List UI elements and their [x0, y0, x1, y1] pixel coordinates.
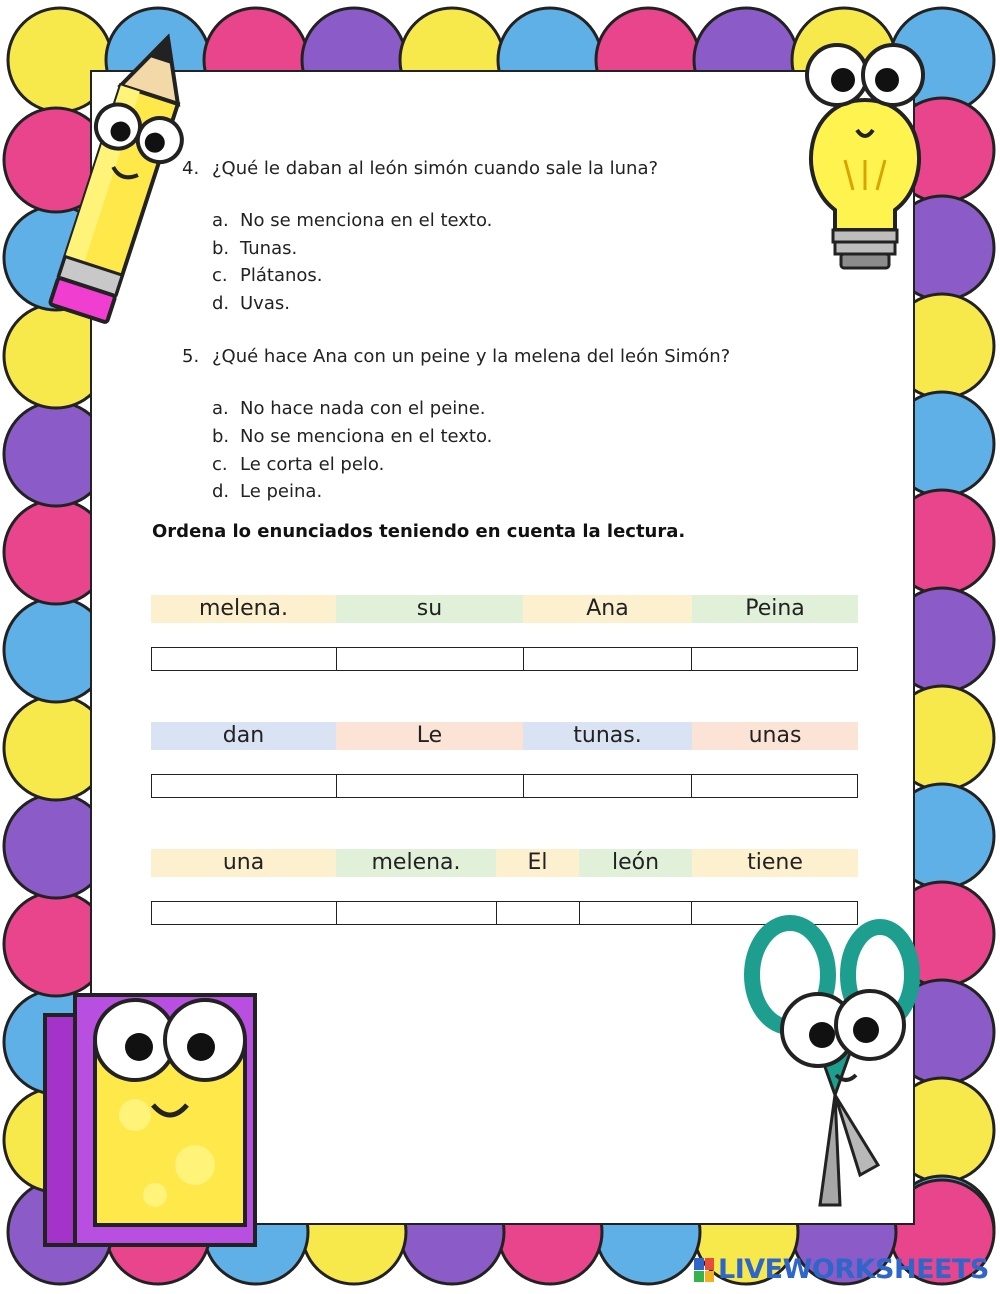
answer-slot[interactable]	[523, 775, 692, 797]
option-text: No se menciona en el texto.	[240, 210, 493, 231]
word-tile[interactable]: Le	[336, 722, 523, 750]
option-text: Uvas.	[240, 293, 290, 314]
answer-slot[interactable]	[691, 648, 857, 670]
word-tile[interactable]: tiene	[692, 849, 858, 877]
instruction-heading: Ordena lo enunciados teniendo en cuenta la lectura.	[152, 521, 686, 542]
word-tile[interactable]: melena.	[336, 849, 496, 877]
answer-slot[interactable]	[336, 648, 522, 670]
option-text: No hace nada con el peine.	[240, 398, 486, 419]
option-letter: c.	[212, 265, 228, 286]
word-tile[interactable]: unas	[692, 722, 858, 750]
question-text: ¿Qué hace Ana con un peine y la melena del león Simón?	[212, 346, 731, 367]
answer-slot[interactable]	[336, 902, 496, 924]
option-letter: b.	[212, 426, 230, 447]
scissors-character-icon	[740, 915, 925, 1220]
word-tile[interactable]: su	[336, 595, 523, 623]
option-letter: d.	[212, 293, 230, 314]
book-character-icon	[35, 985, 265, 1265]
word-tile[interactable]: Peina	[692, 595, 858, 623]
answer-slot[interactable]	[152, 902, 336, 924]
answer-row-1	[151, 647, 858, 671]
option-text: Tunas.	[240, 238, 298, 259]
answer-slot[interactable]	[691, 775, 857, 797]
option-letter: a.	[212, 210, 229, 231]
word-tile[interactable]: tunas.	[523, 722, 692, 750]
word-tile[interactable]: El	[496, 849, 579, 877]
option-text: Le peina.	[240, 481, 323, 502]
option-text: Le corta el pelo.	[240, 454, 385, 475]
option-text: Plátanos.	[240, 265, 323, 286]
word-tile[interactable]: Ana	[523, 595, 692, 623]
answer-row-2	[151, 774, 858, 798]
answer-slot[interactable]	[336, 775, 522, 797]
liveworksheets-logo-icon	[694, 1258, 714, 1282]
answer-slot[interactable]	[152, 775, 336, 797]
answer-slot[interactable]	[523, 648, 692, 670]
word-bank-row-1	[151, 595, 858, 623]
word-tile[interactable]: una	[151, 849, 336, 877]
word-bank-row-2	[151, 722, 858, 750]
word-tile[interactable]: melena.	[151, 595, 336, 623]
question-text: ¿Qué le daban al león simón cuando sale la luna?	[212, 158, 659, 179]
lightbulb-character-icon	[785, 30, 945, 280]
word-tile[interactable]: dan	[151, 722, 336, 750]
answer-slot[interactable]	[152, 648, 336, 670]
answer-slot[interactable]	[496, 902, 579, 924]
question-number: 5.	[182, 346, 200, 367]
option-letter: d.	[212, 481, 230, 502]
word-bank-row-3	[151, 849, 858, 877]
option-text: No se menciona en el texto.	[240, 426, 493, 447]
word-tile[interactable]: león	[579, 849, 692, 877]
option-letter: c.	[212, 454, 228, 475]
liveworksheets-brand[interactable]: LIVEWORKSHEETS	[718, 1254, 989, 1285]
option-letter: a.	[212, 398, 229, 419]
answer-slot[interactable]	[579, 902, 692, 924]
pencil-character-icon	[20, 20, 220, 350]
question-number: 4.	[182, 158, 200, 179]
option-letter: b.	[212, 238, 230, 259]
